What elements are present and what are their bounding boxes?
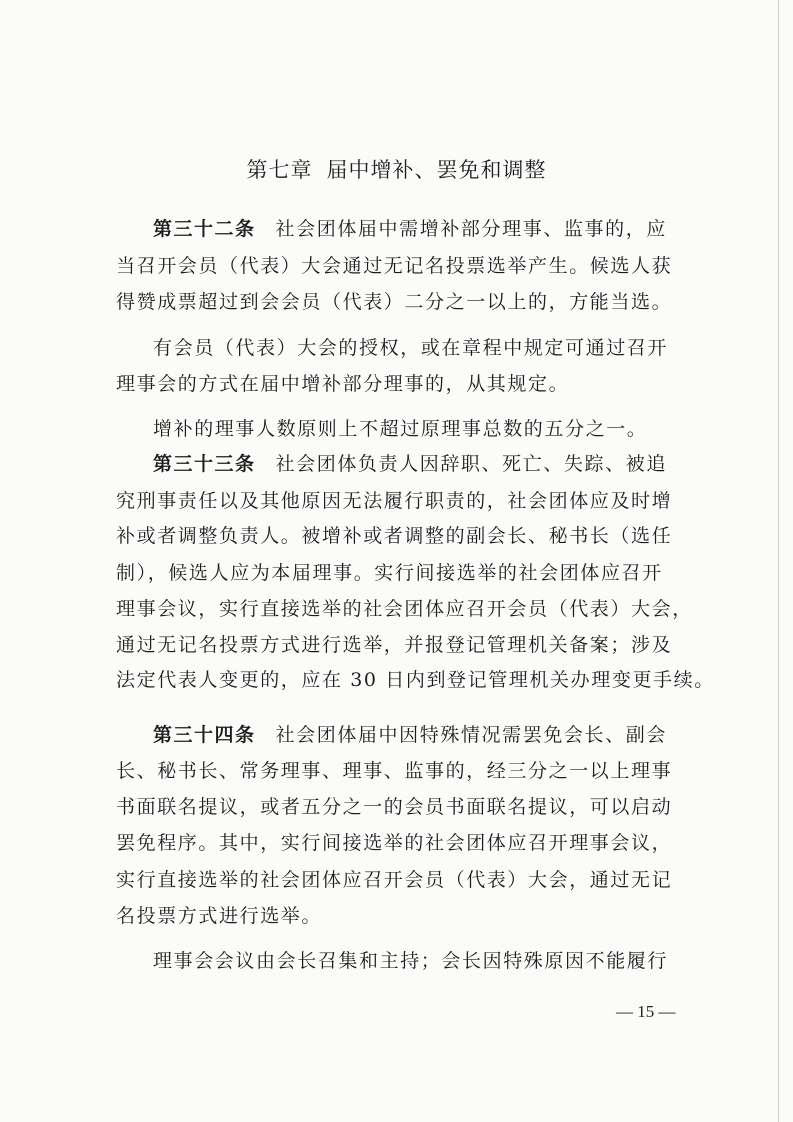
article-34-line-1: 第三十四条 社会团体届中因特殊情况需罢免会长、副会 [153,724,667,746]
article-34-label: 第三十四条 [153,724,256,746]
article-32-para2-line-1: 有会员（代表）大会的授权，或在章程中规定可通过召开 [153,337,669,359]
article-32-label: 第三十二条 [153,218,256,240]
article-34-line-2: 长、秘书长、常务理事、理事、监事的，经三分之一以上理事 [116,760,673,782]
page-number: — 15 — [616,1002,676,1021]
article-33-line-7: 法定代表人变更的，应在 30 日内到登记管理机关办理变更手续。 [116,669,715,691]
article-33-line-4: 制），候选人应为本届理事。实行间接选举的社会团体应召开 [116,562,663,584]
article-34-line-4: 罢免程序。其中，实行间接选举的社会团体应召开理事会议， [116,832,673,854]
article-33-line-6: 通过无记名投票方式进行选举，并报登记管理机关备案；涉及 [116,634,673,656]
article-34-line-6: 名投票方式进行选举。 [116,905,323,927]
article-33-line-2: 究刑事责任以及其他原因无法履行职责的，社会团体应及时增 [116,490,673,512]
chapter-heading [0,154,793,184]
chapter-number: 第七章 [246,158,313,182]
article-32-line-2: 当召开会员（代表）大会通过无记名投票选举产生。候选人获 [116,255,673,277]
article-34-line-3: 书面联名提议，或者五分之一的会员书面联名提议，可以启动 [116,796,673,818]
article-32-line-1: 第三十二条 社会团体届中需增补部分理事、监事的，应 [153,218,667,240]
article-32-para2-line-2: 理事会的方式在届中增补部分理事的，从其规定。 [116,373,570,395]
article-32-para3: 增补的理事人数原则上不超过原理事总数的五分之一。 [153,418,648,440]
article-32-line-3: 得赞成票超过到会会员（代表）二分之一以上的，方能当选。 [116,291,673,313]
article-33-label: 第三十三条 [153,453,256,475]
article-34-line-5: 实行直接选举的社会团体应召开会员（代表）大会，通过无记 [116,869,673,891]
article-33-line-3: 补或者调整负责人。被增补或者调整的副会长、秘书长（选任 [116,525,673,547]
article-34-para2: 理事会会议由会长召集和主持；会长因特殊原因不能履行 [153,950,669,972]
article-33-line-5: 理事会议，实行直接选举的社会团体应召开会员（代表）大会， [116,598,693,620]
chapter-title: 届中增补、罢免和调整 [326,158,547,182]
article-33-line-1: 第三十三条 社会团体负责人因辞职、死亡、失踪、被追 [153,453,667,475]
